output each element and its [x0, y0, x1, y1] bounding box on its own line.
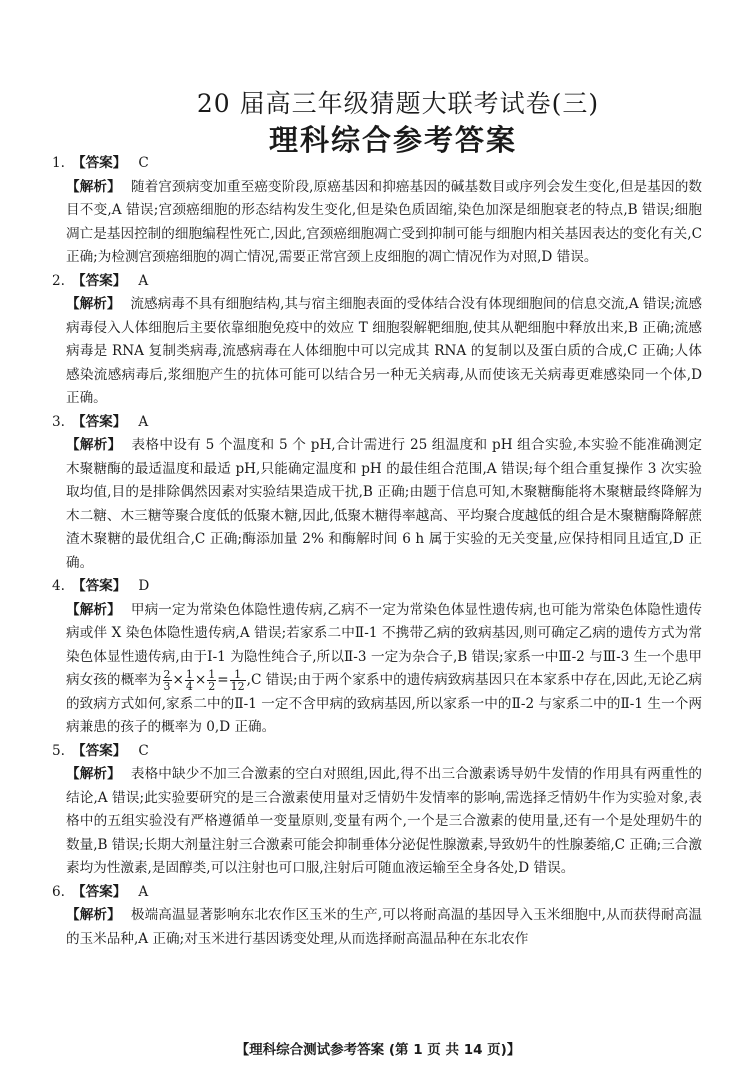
equals-sign: = — [217, 672, 229, 688]
question-number: 2. — [52, 272, 65, 289]
question-4-answer — [52, 575, 702, 599]
answer-value: A — [138, 413, 149, 430]
question-number: 4. — [52, 578, 65, 594]
fraction: $\frac{1}{4}$ — [185, 668, 193, 693]
answer-value: D — [138, 578, 150, 594]
answer-tag: 【答案】 — [72, 742, 127, 759]
question-number: 6. — [52, 883, 65, 900]
analysis-text: 流感病毒不具有细胞结构,其与宿主细胞表面的受体结合没有体现细胞间的信息交流,A 错误;流感病毒侵入人体细胞后主要依靠细胞免疫中的效应 T 细胞裂解靶细胞,使其从靶细胞中释放出来,B 正确;流感病毒是 RNA 复制类病毒,流感病毒在人体细胞中可以完成其 RNA 的复制以及蛋白质的合成,C 正确;人体感染流感病毒后,浆细胞产生的抗体可能可以结合另一种无关病毒,从而使该无关病毒更难感染同一个体,D 正确。 — [66, 296, 702, 406]
analysis-text: 表格中设有 5 个温度和 5 个 pH,合计需进行 25 组温度和 pH 组合实验,本实验不能准确测定木聚糖酶的最适温度和最适 pH,只能确定温度和 pH 的最佳组合范围,A 错误;每个组合重复操作 3 次实验取均值,目的是排除偶然因素对实验结果造成干扰,B 正确;由题于信息可知,木聚糖酶能将木聚糖最终降解为木二糖、木三糖等聚合度低的低聚木糖,因此,低聚木糖得率越高、平均聚合度越低的组合是木聚糖酶降解蔗渣木聚糖的最优组合,C 正确;酶添加量 2% 和酶解时间 6 h 属于实验的无关变量,应保持相同且适宜,D 正确。 — [66, 437, 702, 571]
analysis-tag: 【解析】 — [66, 766, 121, 782]
question-3-analysis — [66, 434, 702, 575]
answer-tag: 【答案】 — [72, 272, 127, 289]
fraction: $\frac{1}{2}$ — [208, 668, 216, 693]
answer-tag: 【答案】 — [72, 413, 127, 430]
analysis-text: 表格中缺少不加三合激素的空白对照组,因此,得不出三合激素诱导奶牛发情的作用具有两重性的结论,A 错误;此实验要研究的是三合激素使用量对乏情奶牛发情率的影响,需选择乏情奶牛作为实验对象,表格中的五组实验没有严格遵循单一变量原则,变量有两个,一个是三合激素的使用量,还有一个是处理奶牛的数量,B 错误;长期大剂量注射三合激素可能会抑制垂体分泌促性腺激素,导致奶牛的性腺萎缩,C 正确;三合激素均为性激素,是固醇类,可以注射也可口服,注射后可随血液运输至全身各处,D 错误。 — [66, 766, 703, 876]
question-3-answer — [52, 411, 702, 435]
analysis-text: 极端高温显著影响东北农作区玉米的生产,可以将耐高温的基因导入玉米细胞中,从而获得耐高温的玉米品种,A 正确;对玉米进行基因诱变处理,从而选择耐高温品种在东北农作 — [66, 907, 703, 947]
analysis-text: 甲病一定为常染色体隐性遗传病,乙病不一定为常染色体显性遗传病,也可能为常染色体隐性遗传病或伴 X 染色体隐性遗传病,A 错误;若家系二中Ⅱ-1 不携带乙病的致病基因,则可确定乙病的遗传方式为常染色体显性遗传病,由于Ⅰ-1 为隐性纯合子,所以Ⅱ-3 一定为杂合子,B 错误;家系一中Ⅲ-2 与Ⅲ-3 生一个患甲病女孩的概率为 — [66, 601, 703, 688]
analysis-tag: 【解析】 — [66, 601, 121, 618]
question-4-analysis — [66, 599, 702, 740]
question-1-answer — [52, 152, 702, 176]
answer-tag: 【答案】 — [72, 155, 127, 171]
times-sign: × — [194, 672, 207, 688]
question-6-analysis — [66, 904, 702, 951]
answer-key-title: 理科综合参考答案 — [268, 123, 517, 157]
answer-tag: 【答案】 — [72, 578, 127, 594]
question-6-answer — [52, 881, 702, 905]
page-footer: 【理科综合测试参考答案 (第 1 页 共 14 页)】 — [235, 1042, 521, 1058]
fraction: $\frac{1}{12}$ — [230, 668, 245, 693]
answer-value: A — [138, 272, 149, 289]
question-number: 3. — [52, 413, 65, 430]
answer-value: C — [138, 155, 149, 171]
question-2-analysis — [66, 293, 702, 411]
analysis-tag: 【解析】 — [66, 178, 121, 195]
answer-value: A — [138, 883, 149, 900]
exam-title: 20 届高三年级猜题大联考试卷(三) — [196, 89, 600, 118]
question-2-answer — [52, 270, 702, 294]
analysis-tag: 【解析】 — [66, 296, 121, 312]
analysis-text: 随着宫颈病变加重至癌变阶段,原癌基因和抑癌基因的碱基数目或序列会发生变化,但是基因的数目不变,A 错误;宫颈癌细胞的形态结构发生变化,但是染色质固缩,染色加深是细胞衰老的特点,B 错误;细胞凋亡是基因控制的细胞编程性死亡,因此,宫颈癌细胞凋亡受到抑制可能与细胞内相关基因表达的变化有关,C 正确;为检测宫颈癌细胞的凋亡情况,需要正常宫颈上皮细胞的凋亡情况作为对照,D 错误。 — [66, 178, 703, 265]
fraction: $\frac{2}{3}$ — [163, 668, 171, 693]
times-sign: × — [172, 672, 184, 688]
answer-list — [52, 152, 702, 951]
answer-tag: 【答案】 — [72, 883, 127, 900]
question-number: 5. — [52, 742, 65, 759]
question-5-answer — [52, 740, 702, 764]
analysis-tag: 【解析】 — [66, 437, 122, 453]
analysis-text: ,C 错误;由于两个家系中的遗传病致病基因只在本家系中存在,因此,无论乙病的致病方式如何,家系二中的Ⅱ-1 一定不含甲病的致病基因,所以家系一中的Ⅱ-2 与家系二中的Ⅱ-1 生一个两病兼患的孩子的概率为 0,D 正确。 — [66, 672, 702, 735]
answer-value: C — [138, 742, 149, 759]
question-number: 1. — [52, 155, 65, 171]
analysis-tag: 【解析】 — [66, 907, 121, 923]
question-1-analysis — [66, 176, 702, 270]
question-5-analysis — [66, 763, 702, 881]
